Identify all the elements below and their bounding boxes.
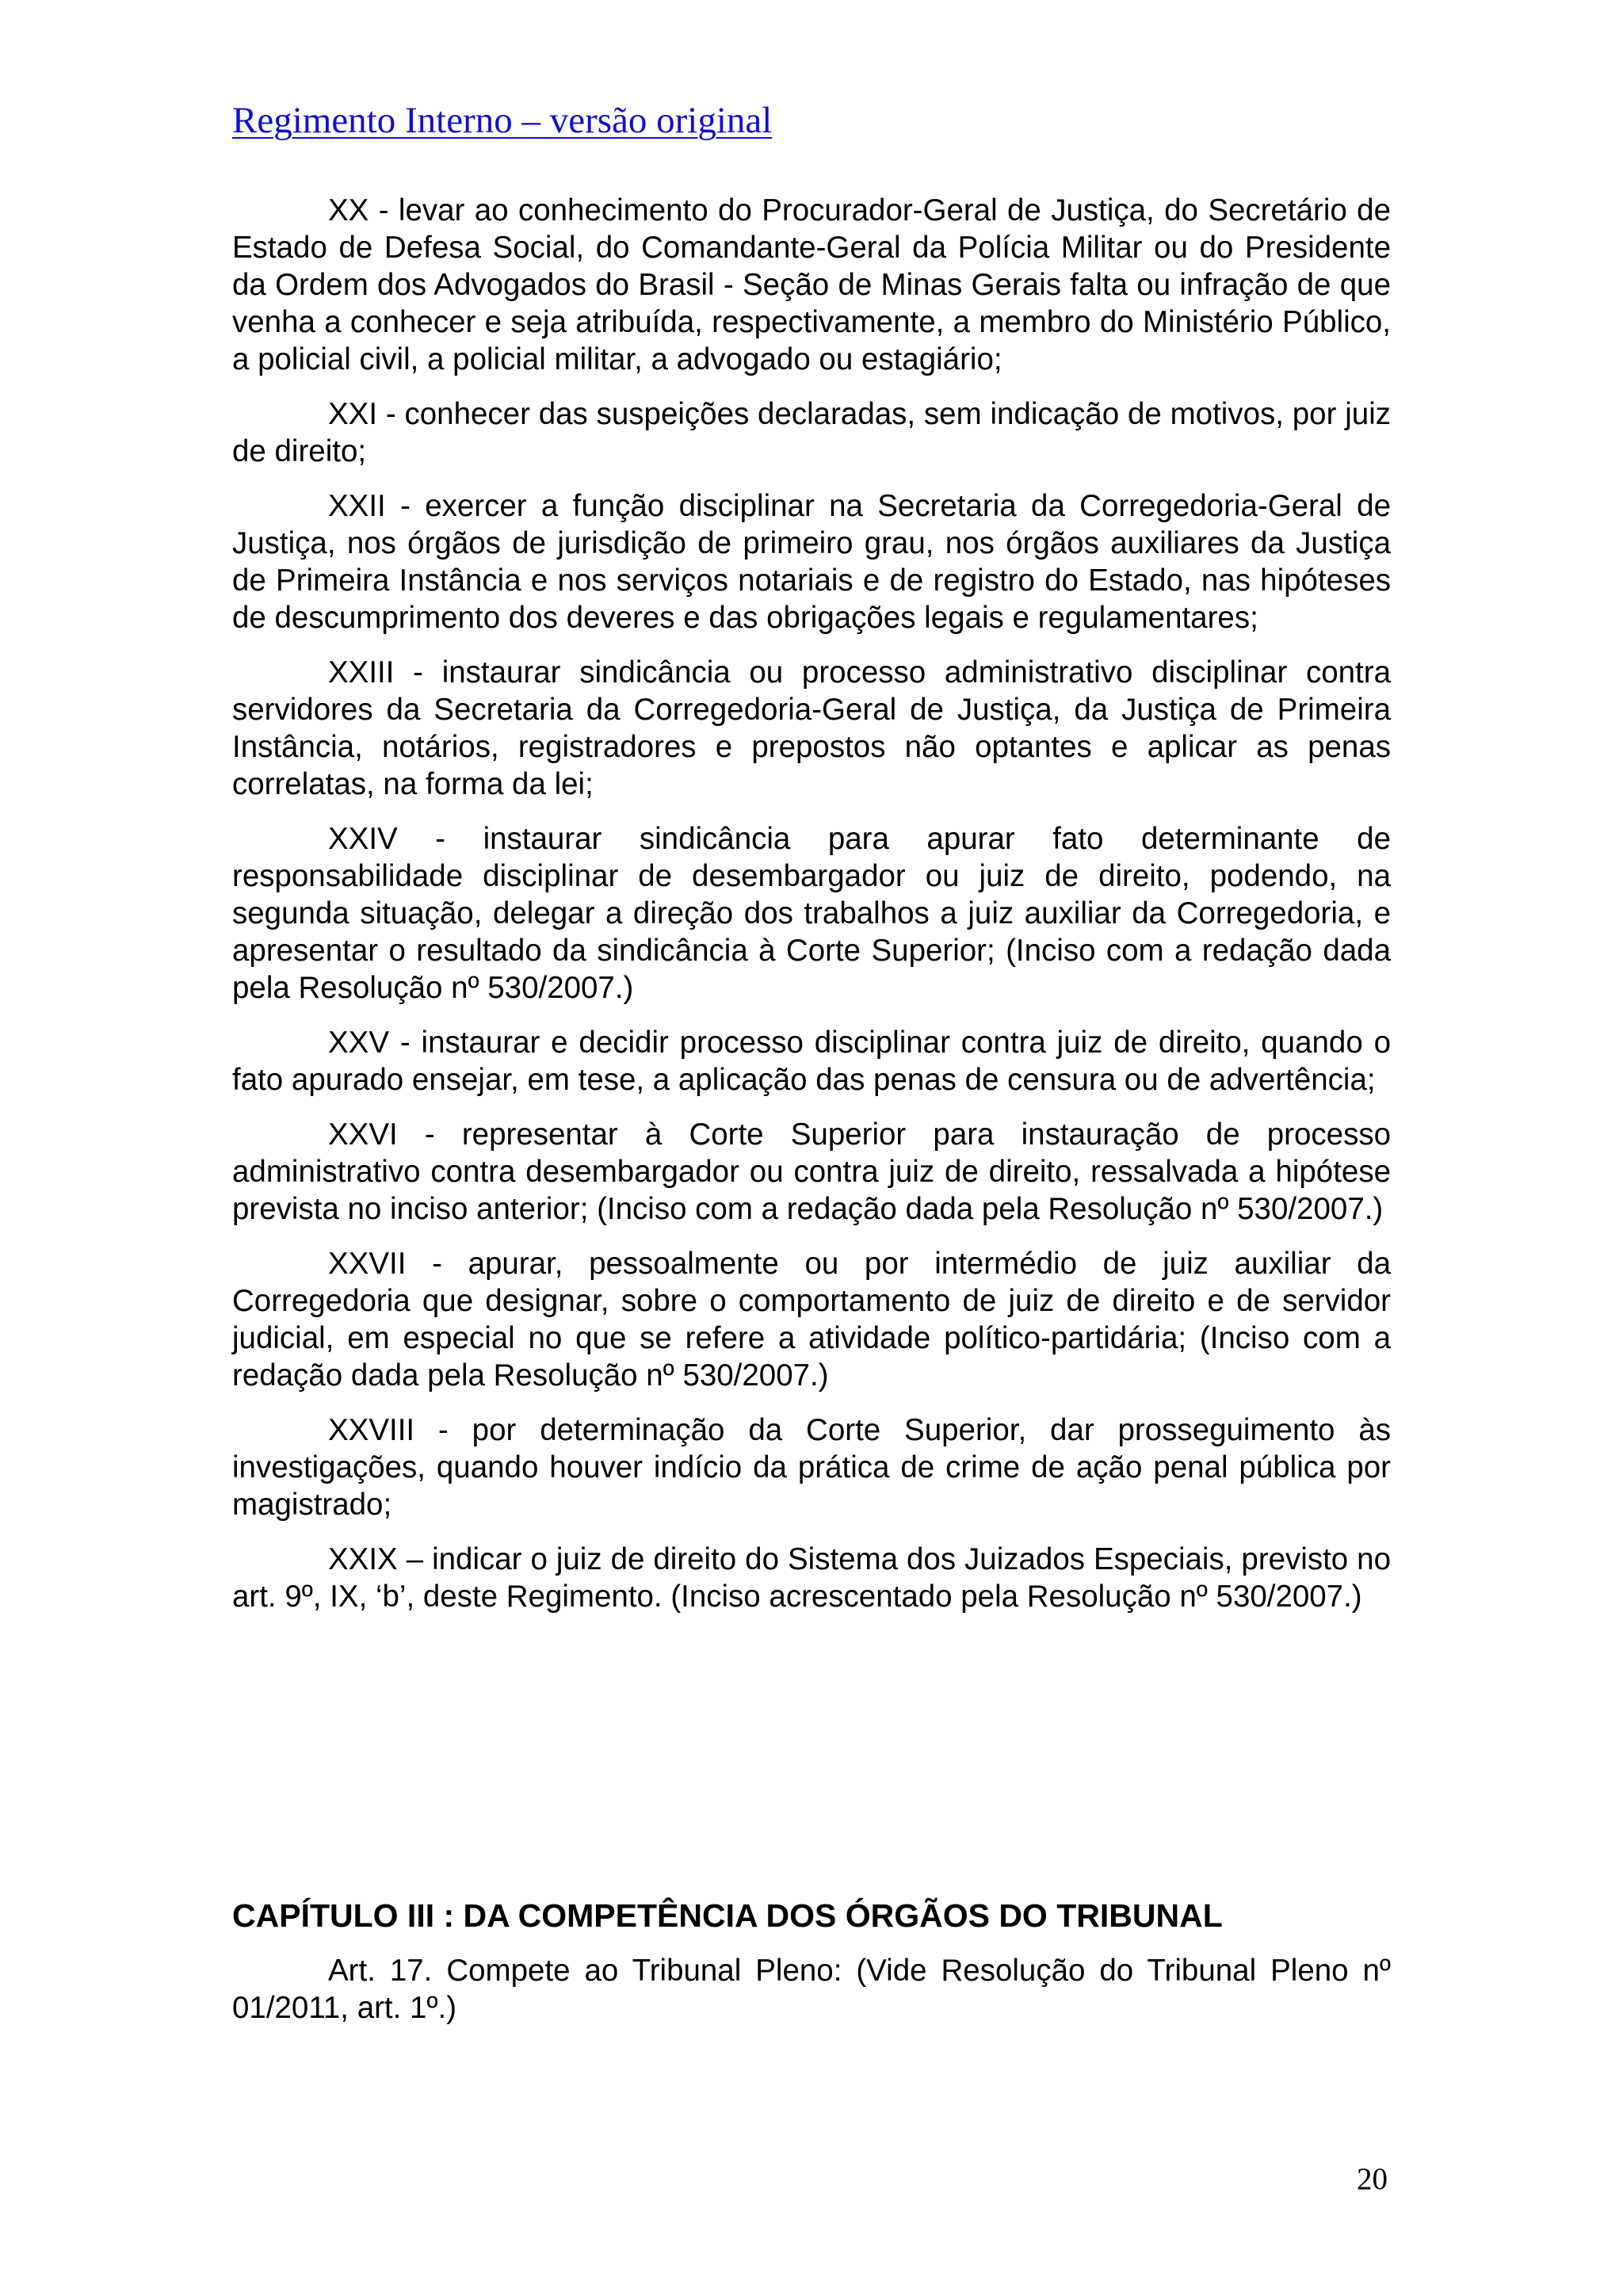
- paragraph-inciso-xx: XX - levar ao conhecimento do Procurador-Geral de Justiça, do Secretário de Estado de Defesa Social, do Comandante-Geral da Polícia Militar ou do Presidente da Ordem dos Advogados do Brasil - Seção de Minas Gerais falta ou infração de que venha a conhecer e seja atribuída, respectivamente, a membro do Ministério Público, a policial civil, a policial militar, a advogado ou estagiário;: [232, 193, 1391, 376]
- paragraph-inciso-xxvii: XXVII - apurar, pessoalmente ou por intermédio de juiz auxiliar da Corregedoria que designar, sobre o comportamento de juiz de direito e de servidor judicial, em especial no que se refere a atividade político-partidária; (Inciso com a redação dada pela Resolução nº 530/2007.): [232, 1247, 1391, 1392]
- chapter-heading: CAPÍTULO III : DA COMPETÊNCIA DOS ÓRGÃOS DO TRIBUNAL: [232, 1897, 1223, 1934]
- paragraph-inciso-xxviii: XXVIII - por determinação da Corte Superior, dar prosseguimento às investigações, quando houver indício da prática de crime de ação penal pública por magistrado;: [232, 1413, 1391, 1522]
- page-number: 20: [1357, 2162, 1388, 2196]
- header-document-title-link[interactable]: Regimento Interno – versão original: [232, 100, 773, 141]
- paragraph-inciso-xxvi: XXVI - representar à Corte Superior para instauração de processo administrativo contra desembargador ou contra juiz de direito, ressalvada a hipótese prevista no inciso anterior; (Inciso com a redação dada pela Resolução nº 530/2007.): [232, 1117, 1391, 1226]
- paragraph-inciso-xxi: XXI - conhecer das suspeições declaradas, sem indicação de motivos, por juiz de direito;: [232, 397, 1391, 468]
- paragraph-inciso-xxiv: XXIV - instaurar sindicância para apurar fato determinante de responsabilidade disciplinar de desembargador ou juiz de direito, podendo, na segunda situação, delegar a direção dos trabalhos a juiz auxiliar da Corregedoria, e apresentar o resultado da sindicância à Corte Superior; (Inciso com a redação dada pela Resolução nº 530/2007.): [232, 822, 1391, 1005]
- article-17-paragraph: Art. 17. Compete ao Tribunal Pleno: (Vide Resolução do Tribunal Pleno nº 01/2011, art. 1º.): [232, 1954, 1391, 2025]
- paragraph-inciso-xxii: XXII - exercer a função disciplinar na Secretaria da Corregedoria-Geral de Justiça, nos órgãos de jurisdição de primeiro grau, nos órgãos auxiliares da Justiça de Primeira Instância e nos serviços notariais e de registro do Estado, nas hipóteses de descumprimento dos deveres e das obrigações legais e regulamentares;: [232, 489, 1391, 635]
- paragraph-inciso-xxix: XXIX – indicar o juiz de direito do Sistema dos Juizados Especiais, previsto no art. 9º, IX, ‘b’, deste Regimento. (Inciso acrescentado pela Resolução nº 530/2007.): [232, 1542, 1391, 1614]
- paragraph-inciso-xxv: XXV - instaurar e decidir processo disciplinar contra juiz de direito, quando o fato apurado ensejar, em tese, a aplicação das penas de censura ou de advertência;: [232, 1026, 1391, 1097]
- paragraph-inciso-xxiii: XXIII - instaurar sindicância ou processo administrativo disciplinar contra servidores da Secretaria da Corregedoria-Geral de Justiça, da Justiça de Primeira Instância, notários, registradores e prepostos não optantes e aplicar as penas correlatas, na forma da lei;: [232, 655, 1391, 801]
- body-text: [232, 192, 1391, 1633]
